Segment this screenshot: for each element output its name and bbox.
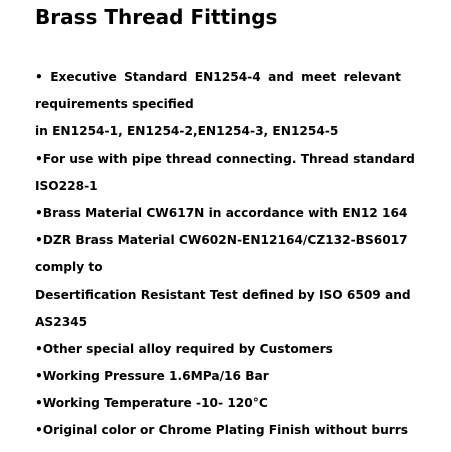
spec-line-special-alloy: •Other special alloy required by Customers	[35, 341, 333, 356]
document-title: Brass Thread Fittings	[35, 5, 278, 29]
spec-line-iso228: ISO228-1	[35, 178, 98, 193]
spec-line-dzr-brass: •DZR Brass Material CW602N-EN12164/CZ132-BS6017	[35, 233, 408, 248]
spec-line-desertification-test: Desertification Resistant Test defined by ISO 6509 and	[35, 287, 411, 302]
spec-line-working-pressure: •Working Pressure 1.6MPa/16 Bar	[35, 369, 269, 384]
spec-line-working-temperature: •Working Temperature -10- 120°C	[35, 396, 268, 411]
spec-line-executive-standard: • Executive Standard EN1254-4 and meet relevant	[35, 70, 401, 84]
spec-line-en1254-parts: in EN1254-1, EN1254-2,EN1254-3, EN1254-5	[35, 124, 339, 139]
spec-line-requirements: requirements specified	[35, 97, 194, 112]
specification-list	[35, 64, 415, 445]
spec-line-finish: •Original color or Chrome Plating Finish without burrs	[35, 423, 409, 438]
spec-line-comply-to: comply to	[35, 260, 103, 275]
spec-line-pipe-thread: •For use with pipe thread connecting. Thread standard	[35, 151, 415, 166]
spec-line-as2345: AS2345	[35, 314, 88, 329]
spec-line-brass-material: •Brass Material CW617N in accordance with EN12 164	[35, 205, 408, 220]
